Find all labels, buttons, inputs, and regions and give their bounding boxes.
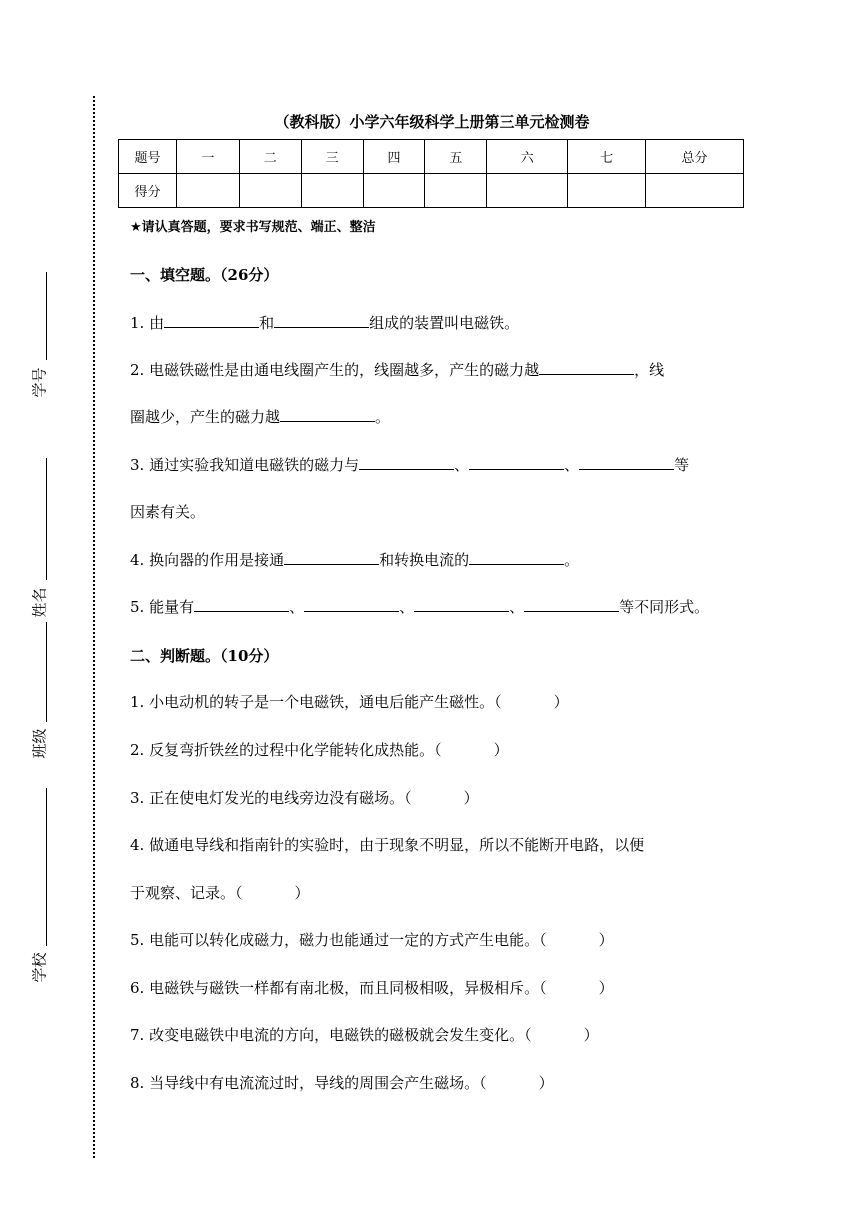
separator: 、 — [399, 598, 415, 616]
answer-paren[interactable]: （ ） — [539, 979, 614, 997]
answer-paren[interactable]: （ ） — [434, 741, 509, 759]
page-title: （教科版）小学六年级科学上册第三单元检测卷 — [274, 113, 590, 131]
answer-blank[interactable] — [359, 455, 454, 470]
table-header-cell: 三 — [301, 140, 363, 174]
score-cell[interactable] — [239, 174, 301, 208]
table-header-cell: 二 — [239, 140, 301, 174]
question-tf-5 — [130, 929, 614, 950]
instructions-notice: ★请认真答题，要求书写规范、端正、整洁 — [130, 220, 376, 235]
score-cell[interactable] — [425, 174, 487, 208]
question-text: 5. 电能可以转化成磁力，磁力也能通过一定的方式产生电能。 — [130, 931, 540, 949]
question-fill-4 — [130, 549, 579, 570]
answer-paren[interactable]: （ ） — [494, 693, 569, 711]
question-fill-2 — [130, 359, 664, 380]
question-text: 和 — [259, 314, 275, 332]
question-text: 4. 做通电导线和指南针的实验时，由于现象不明显，所以不能断开电路，以便 — [130, 836, 645, 854]
question-text: 等 — [674, 456, 690, 474]
question-fill-3-cont — [130, 501, 205, 522]
question-text: 圈越少，产生的磁力越 — [130, 408, 281, 426]
question-text: 组成的装置叫电磁铁。 — [369, 314, 520, 332]
separator: 、 — [509, 598, 525, 616]
separator: 、 — [289, 598, 305, 616]
question-tf-4 — [130, 834, 644, 855]
score-cell[interactable] — [487, 174, 568, 208]
score-cell[interactable] — [568, 174, 646, 208]
question-text: 7. 改变电磁铁中电流的方向，电磁铁的磁极就会发生变化。 — [130, 1026, 525, 1044]
answer-blank[interactable] — [539, 360, 634, 375]
question-text: 和转换电流的 — [379, 551, 470, 569]
class-field-line — [46, 622, 47, 722]
score-cell[interactable] — [646, 174, 744, 208]
table-header-cell: 四 — [363, 140, 425, 174]
score-cell[interactable] — [363, 174, 425, 208]
question-text: 1. 由 — [130, 314, 165, 332]
student-id-label: 学号 — [30, 367, 49, 398]
answer-paren[interactable]: （ ） — [524, 1026, 599, 1044]
question-text: 8. 当导线中有电流流过时，导线的周围会产生磁场。 — [130, 1074, 480, 1092]
score-table-header-row — [119, 140, 744, 174]
separator: 、 — [564, 456, 580, 474]
section-true-false-title: 二、判断题。（10分） — [130, 647, 279, 665]
question-fill-1 — [130, 312, 519, 333]
answer-blank[interactable] — [194, 597, 289, 612]
answer-blank[interactable] — [469, 455, 564, 470]
question-text: 于观察、记录。 — [130, 884, 236, 902]
question-text: 。 — [564, 551, 580, 569]
binding-dotted-line — [93, 96, 95, 1158]
table-header-cell: 一 — [176, 140, 239, 174]
answer-blank[interactable] — [524, 597, 619, 612]
section-fill-blank-title: 一、填空题。（26分） — [130, 266, 279, 284]
table-header-cell: 题号 — [119, 140, 177, 174]
school-field-line — [46, 788, 47, 946]
question-text: 3. 通过实验我知道电磁铁的磁力与 — [130, 456, 360, 474]
score-table-score-row — [119, 174, 744, 208]
answer-paren[interactable]: （ ） — [235, 884, 310, 902]
answer-paren[interactable]: （ ） — [539, 931, 614, 949]
question-text: 6. 电磁铁与磁铁一样都有南北极，而且同极相吸，异极相斥。 — [130, 979, 540, 997]
class-label: 班级 — [30, 728, 49, 759]
question-text: 1. 小电动机的转子是一个电磁铁，通电后能产生磁性。 — [130, 693, 495, 711]
score-row-label: 得分 — [119, 174, 177, 208]
answer-blank[interactable] — [414, 597, 509, 612]
question-tf-8 — [130, 1072, 554, 1093]
table-header-cell: 五 — [425, 140, 487, 174]
score-table — [118, 139, 744, 208]
question-tf-6 — [130, 977, 614, 998]
question-fill-5 — [130, 596, 709, 617]
question-text: 等不同形式。 — [619, 598, 710, 616]
name-label: 姓名 — [30, 587, 49, 618]
question-text: 2. 电磁铁磁性是由通电线圈产生的，线圈越多，产生的磁力越 — [130, 361, 540, 379]
answer-blank[interactable] — [469, 550, 564, 565]
question-text: 因素有关。 — [130, 503, 206, 521]
answer-blank[interactable] — [280, 407, 375, 422]
student-id-field-line — [46, 272, 47, 360]
question-tf-1 — [130, 691, 569, 712]
table-header-cell: 七 — [568, 140, 646, 174]
question-text: 5. 能量有 — [130, 598, 195, 616]
table-header-cell: 总分 — [646, 140, 744, 174]
score-cell[interactable] — [301, 174, 363, 208]
question-text: 2. 反复弯折铁丝的过程中化学能转化成热能。 — [130, 741, 435, 759]
question-tf-7 — [130, 1024, 599, 1045]
separator: 、 — [454, 456, 470, 474]
question-fill-2-cont — [130, 406, 390, 427]
score-cell[interactable] — [176, 174, 239, 208]
question-text: 3. 正在使电灯发光的电线旁边没有磁场。 — [130, 789, 405, 807]
question-tf-2 — [130, 739, 509, 760]
answer-blank[interactable] — [274, 313, 369, 328]
question-tf-4-cont — [130, 882, 310, 903]
question-text: 。 — [375, 408, 391, 426]
name-field-line — [46, 458, 47, 580]
question-text: 4. 换向器的作用是接通 — [130, 551, 285, 569]
question-text: ，线 — [634, 361, 665, 379]
answer-blank[interactable] — [579, 455, 674, 470]
table-header-cell: 六 — [487, 140, 568, 174]
answer-blank[interactable] — [284, 550, 379, 565]
answer-paren[interactable]: （ ） — [404, 789, 479, 807]
question-fill-3 — [130, 454, 689, 475]
answer-blank[interactable] — [164, 313, 259, 328]
answer-blank[interactable] — [304, 597, 399, 612]
answer-paren[interactable]: （ ） — [479, 1074, 554, 1092]
school-label: 学校 — [30, 952, 49, 983]
question-tf-3 — [130, 787, 479, 808]
